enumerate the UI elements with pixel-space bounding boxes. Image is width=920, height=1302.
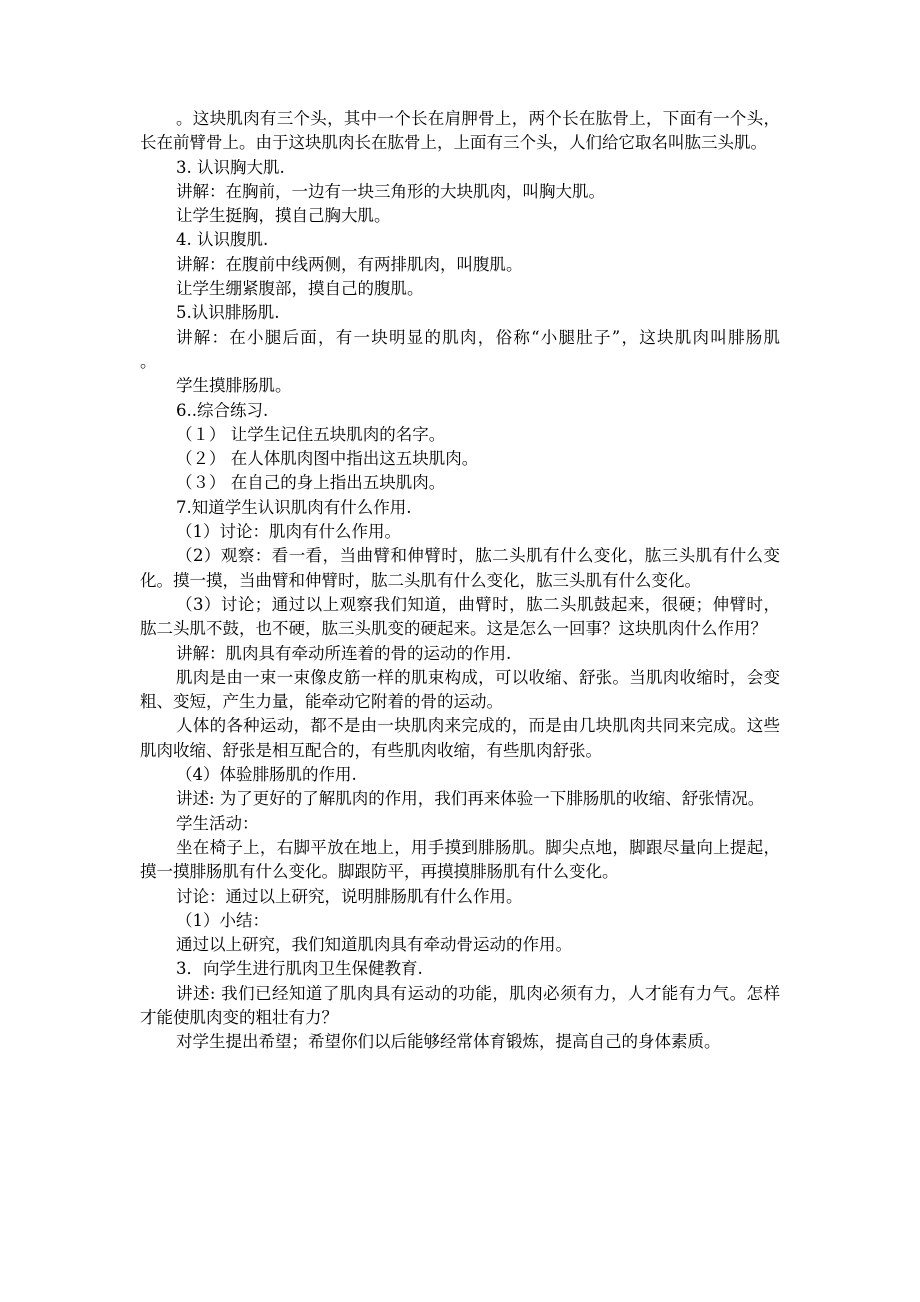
paragraph-7: 让学生绷紧腹部，摸自己的腹肌。 bbox=[176, 279, 424, 299]
document-body bbox=[140, 107, 812, 1055]
paragraph-31: 对学生提出希望；希望你们以后能够经常体育锻炼，提高自己的身体素质。 bbox=[176, 1032, 721, 1052]
paragraph-17: （2）观察：看一看，当曲臂和伸臂时，肱二头肌有什么变化，肱三头肌有什么变化。摸一摸，当曲臂和伸臂时，肱二头肌有什么变化，肱三头肌有什么变化。 bbox=[140, 546, 780, 590]
paragraph-3: 讲解：在胸前，一边有一块三角形的大块肌肉，叫胸大肌。 bbox=[176, 181, 605, 201]
paragraph-22: （4）体验腓肠肌的作用. bbox=[176, 765, 357, 785]
paragraph-26: 讨论：通过以上研究，说明腓肠肌有什么作用。 bbox=[176, 886, 523, 906]
paragraph-25: 坐在椅子上，右脚平放在地上，用手摸到腓肠肌。脚尖点地，脚跟尽量向上提起，摸一摸腓肠肌有什么变化。脚跟防平，再摸摸腓肠肌有什么变化。 bbox=[140, 837, 780, 882]
paragraph-12: （１） 让学生记住五块肌肉的名字。 bbox=[176, 424, 446, 444]
paragraph-1: 。这块肌肉有三个头，其中一个长在肩胛骨上，两个长在肱骨上，下面有一个头，长在前臂骨上。由于这块肌肉长在肱骨上，上面有三个头，人们给它取名叫肱三头肌。 bbox=[140, 109, 780, 153]
paragraph-20: 肌肉是由一束一束像皮筋一样的肌束构成，可以收缩、舒张。当肌肉收缩时，会变粗、变短，产生力量，能牵动它附着的骨的运动。 bbox=[140, 667, 780, 712]
paragraph-24: 学生活动： bbox=[176, 813, 259, 833]
paragraph-18: （3）讨论；通过以上观察我们知道，曲臂时，肱二头肌鼓起来，很硬；伸臂时，肱二头肌不鼓，也不硬，肱三头肌变的硬起来。这是怎么一回事？这块肌肉什么作用？ bbox=[140, 594, 780, 639]
paragraph-9: 讲解：在小腿后面，有一块明显的肌肉，俗称“小腿肚子”，这块肌肉叫腓肠肌 。 bbox=[140, 327, 812, 371]
paragraph-5: 4. 认识腹肌. bbox=[176, 230, 269, 250]
paragraph-6: 讲解：在腹前中线两侧，有两排肌肉，叫腹肌。 bbox=[176, 254, 523, 274]
paragraph-15: 7.知道学生认识肌肉有什么作用. bbox=[176, 497, 412, 517]
paragraph-8: 5.认识腓肠肌. bbox=[176, 303, 280, 323]
paragraph-16: （1）讨论：肌肉有什么作用。 bbox=[176, 522, 401, 542]
paragraph-28: 通过以上研究，我们知道肌肉具有牵动骨运动的作用。 bbox=[176, 935, 572, 955]
paragraph-23: 讲述: 为了更好的了解肌肉的作用，我们再来体验一下腓肠肌的收缩、舒张情况。 bbox=[176, 789, 765, 809]
paragraph-14: （３） 在自己的身上指出五块肌肉。 bbox=[176, 473, 446, 493]
paragraph-27: （1）小结： bbox=[176, 910, 269, 930]
paragraph-19: 讲解：肌肉具有牵动所连着的骨的运动的作用. bbox=[176, 643, 512, 663]
paragraph-2: 3. 认识胸大肌. bbox=[176, 157, 285, 177]
paragraph-21: 人体的各种运动，都不是由一块肌肉来完成的，而是由几块肌肉共同来完成。这些肌肉收缩、舒张是相互配合的，有些肌肉收缩，有些肌肉舒张。 bbox=[140, 716, 780, 760]
paragraph-10: 学生摸腓肠肌。 bbox=[176, 376, 292, 396]
paragraph-13: （２） 在人体肌肉图中指出这五块肌肉。 bbox=[176, 449, 479, 469]
paragraph-4: 让学生挺胸，摸自己胸大肌。 bbox=[176, 206, 391, 226]
paragraph-11: 6..综合练习. bbox=[176, 400, 269, 420]
paragraph-30: 讲述: 我们已经知道了肌肉具有运动的功能，肌肉必须有力，人才能有力气。怎样才能使肌肉变的粗壮有力？ bbox=[140, 983, 780, 1027]
paragraph-29: 3．向学生进行肌肉卫生保健教育. bbox=[176, 959, 423, 979]
